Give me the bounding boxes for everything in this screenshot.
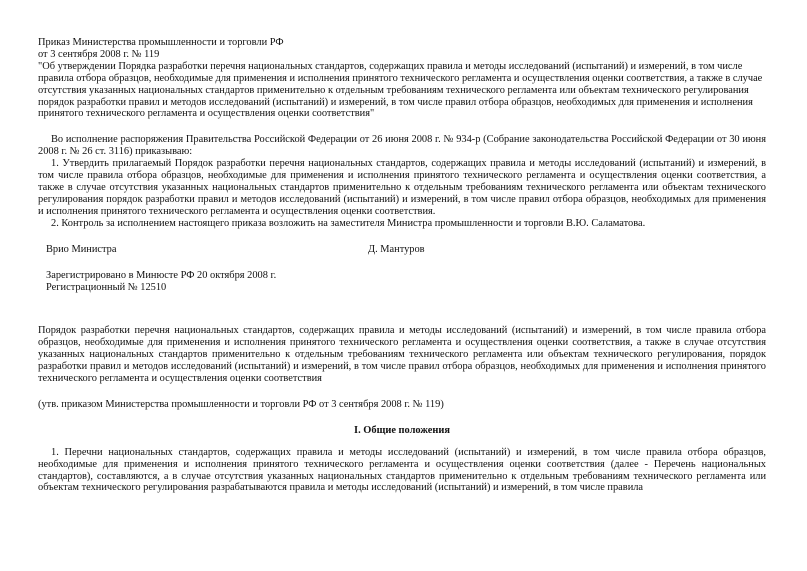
spacer — [38, 315, 766, 325]
document-subject: "Об утверждении Порядка разработки перечня национальных стандартов, содержащих правила и методы исследований (испытаний) и измерений, в том числе правила отбора образцов, необходимые для применения и исполнения принятого технического регламента и осуществления оценки соответствия, а также в случае отсутствия указанных национальных стандартов применительно к отдельным требованиям технического регламента или объектам технического регулирования порядок разработки правил и методов исследований (испытаний) и измерений, в том числе правил отбора образцов, необходимых для применения и исполнения принятого технического регламента и осуществления оценки соответствия" — [38, 60, 763, 120]
document-title-line1: Приказ Министерства промышленности и торговли РФ — [38, 37, 284, 48]
registration-line1: Зарегистрировано в Минюсте РФ 20 октября 2008 г. — [46, 269, 277, 281]
document-title-line2: от 3 сентября 2008 г. № 119 — [38, 48, 160, 60]
annex-approved-note: (утв. приказом Министерства промышленности и торговли РФ от 3 сентября 2008 г. № 119) — [38, 398, 444, 410]
spacer — [38, 385, 766, 399]
order-item-2: 2. Контроль за исполнением настоящего приказа возложить на заместителя Министра промышленности и торговли В.Ю. Саламатова. — [51, 217, 646, 229]
section-paragraph-1: 1. Перечни национальных стандартов, содержащих правила и методы исследований (испытаний) и измерений, в том числе правила отбора образцов, необходимые для применения и исполнения принятого технического регламента и осуществления оценки соответствия (далее - Перечень национальных стандартов), составляются, а в случае отсутствия указанных национальных стандартов применительно к отдельным требованиям технического регламента или объектам технического регулирования разрабатываются правила и методы исследований (испытаний) и измерений, в том числе правила — [38, 446, 766, 494]
spacer — [38, 411, 766, 425]
signature-name: Д. Мантуров — [368, 243, 425, 255]
spacer — [38, 256, 766, 270]
section-heading: I. Общие положения — [354, 424, 450, 436]
order-preamble: Во исполнение распоряжения Правительства Российской Федерации от 26 июня 2008 г. № 934-р (Собрание законодательства Российской Федерации от 30 июня 2008 г. № 26 ст. 3116) приказываю: — [38, 134, 766, 158]
spacer — [38, 293, 766, 315]
spacer — [38, 437, 766, 447]
signature-block — [46, 244, 766, 256]
spacer — [38, 230, 766, 244]
annex-title: Порядок разработки перечня национальных стандартов, содержащих правила и методы исследований (испытаний) и измерений, в том числе правила отбора образцов, необходимые для применения и исполнения принятого технического регламента и осуществления оценки соответствия, а также в случае отсутствия указанных национальных стандартов применительно к отдельным требованиям технического регламента или объектам технического регулирования, порядок разработки правил и методов исследований (испытаний) и измерений, в том числе правил отбора образцов, необходимых для применения и исполнения принятого технического регламента и осуществления оценки соответствия — [38, 325, 766, 385]
spacer — [38, 120, 766, 134]
registration-line2: Регистрационный № 12510 — [46, 281, 167, 293]
signature-position: Врио Министра — [46, 243, 117, 255]
order-item-1: 1. Утвердить прилагаемый Порядок разработки перечня национальных стандартов, содержащих правила и методы исследований (испытаний) и измерений, в том числе правила отбора образцов, необходимые для применения и исполнения принятого технического регламента и осуществления оценки соответствия, а также в случае отсутствия указанных национальных стандартов применительно к отдельным требованиям технического регламента или объектам технического регулирования порядок разработки правил и методов исследований (испытаний) и измерений, в том числе правил отбора образцов, необходимых для применения и исполнения принятого технического регламента и осуществления оценки соответствия. — [38, 158, 766, 217]
document-page — [38, 37, 766, 494]
